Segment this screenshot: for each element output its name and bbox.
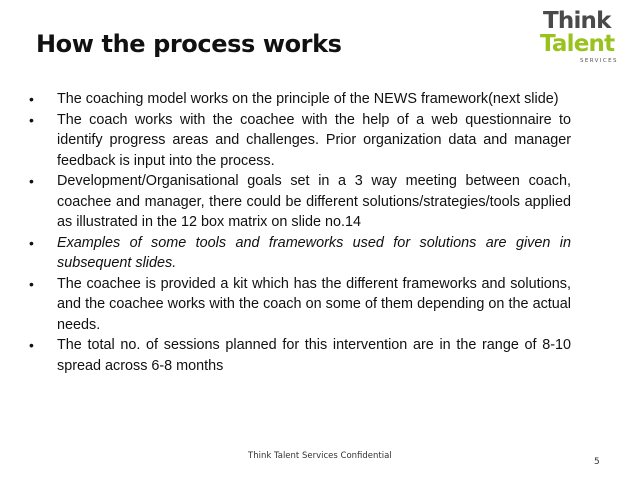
bullet-item (24, 110, 571, 172)
bullet-text: The coach works with the coachee with the help of a web questionnaire to identify progress areas and challenges. Prior organization data and manager feedback is input into the process. (57, 111, 571, 169)
bullet-dot: • (29, 111, 34, 128)
bullet-item (24, 89, 571, 110)
bullet-item (24, 335, 571, 376)
bullet-dot: • (29, 337, 34, 353)
bullet-dot: • (29, 173, 34, 189)
bullet-dot: • (29, 91, 34, 107)
bullet-text: Development/Organisational goals set in a 3 way meeting between coach, coachee and manager, there could be different solutions/strategies/tools applied as illustrated in the 12 box matrix on slide no.14 (57, 173, 571, 230)
bullet-text: The coachee is provided a kit which has the different frameworks and solutions, and the coachee works with the coach on some of them depending on the actual needs. (57, 275, 571, 333)
logo-text-talent: Talent (540, 31, 615, 57)
bullet-item (24, 274, 571, 336)
bullet-list (24, 89, 571, 376)
bullet-text: Examples of some tools and frameworks used for solutions are given in subsequent slides. (57, 234, 571, 271)
bullet-text: The coaching model works on the principle of the NEWS framework(next slide) (57, 91, 559, 107)
bullet-dot: • (29, 275, 34, 292)
logo-text-think: Think (543, 8, 611, 34)
bullet-item (24, 171, 571, 233)
logo-text-services: SERVICES (580, 58, 618, 64)
bullet-item (24, 233, 571, 274)
slide-title: How the process works (36, 30, 342, 58)
page-number: 5 (594, 457, 600, 467)
think-talent-logo (538, 8, 628, 70)
bullet-dot: • (29, 234, 34, 251)
footer-confidential: Think Talent Services Confidential (248, 451, 392, 461)
bullet-text: The total no. of sessions planned for this intervention are in the range of 8-10 spread across 6-8 months (57, 337, 571, 374)
